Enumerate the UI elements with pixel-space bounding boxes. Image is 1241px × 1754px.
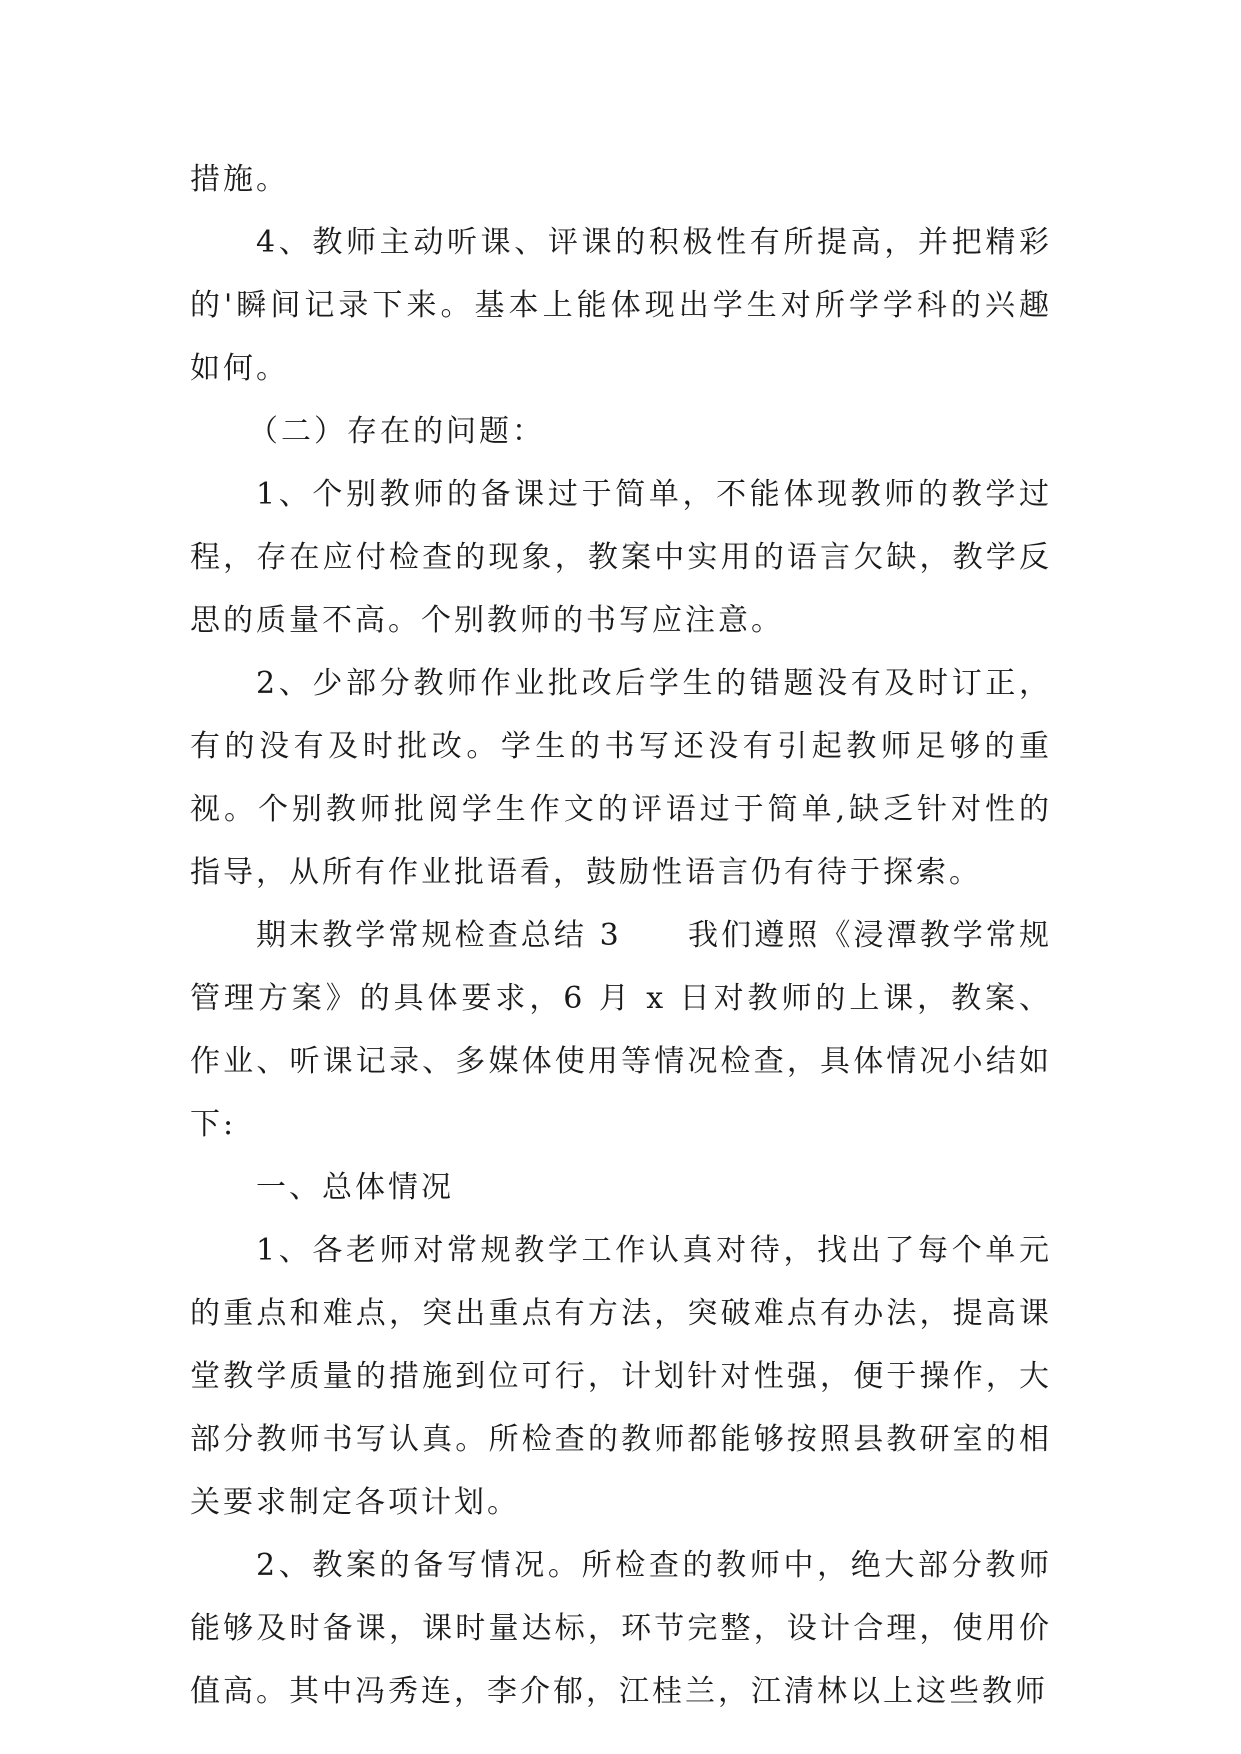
paragraph-overall-1: 1、各老师对常规教学工作认真对待，找出了每个单元的重点和难点，突出重点有方法，突破难点有办法，提高课堂教学质量的措施到位可行，计划针对性强，便于操作，大部分教师书写认真。所检查的教师都能够按照县教研室的相关要求制定各项计划。 [190, 1233, 1052, 1520]
paragraph-summary-3-intro: 期末教学常规检查总结 3 我们遵照《浸潭教学常规管理方案》的具体要求，6 月 x 日对教师的上课，教案、作业、听课记录、多媒体使用等情况检查，具体情况小结如下: [190, 918, 1052, 1142]
section-heading-problems: （二）存在的问题： [248, 414, 545, 449]
document-body [190, 148, 1052, 1723]
paragraph-problem-2: 2、少部分教师作业批改后学生的错题没有及时订正，有的没有及时批改。学生的书写还没有引起教师足够的重视。个别教师批阅学生作文的评语过于简单,缺乏针对性的指导，从所有作业批语看，鼓励性语言仍有待于探索。 [190, 666, 1052, 890]
paragraph-overall-2: 2、教案的备写情况。所检查的教师中，绝大部分教师能够及时备课，课时量达标，环节完整，设计合理，使用价值高。其中冯秀连，李介郁，江桂兰，江清林以上这些教师 [190, 1548, 1052, 1709]
paragraph-item-4: 4、教师主动听课、评课的积极性有所提高，并把精彩的'瞬间记录下来。基本上能体现出学生对所学学科的兴趣如何。 [190, 225, 1052, 386]
paragraph-continuation: 措施。 [190, 162, 289, 197]
paragraph-problem-1: 1、个别教师的备课过于简单，不能体现教师的教学过程，存在应付检查的现象，教案中实用的语言欠缺，教学反思的质量不高。个别教师的书写应注意。 [190, 477, 1052, 638]
section-heading-overall: 一、总体情况 [256, 1170, 454, 1205]
